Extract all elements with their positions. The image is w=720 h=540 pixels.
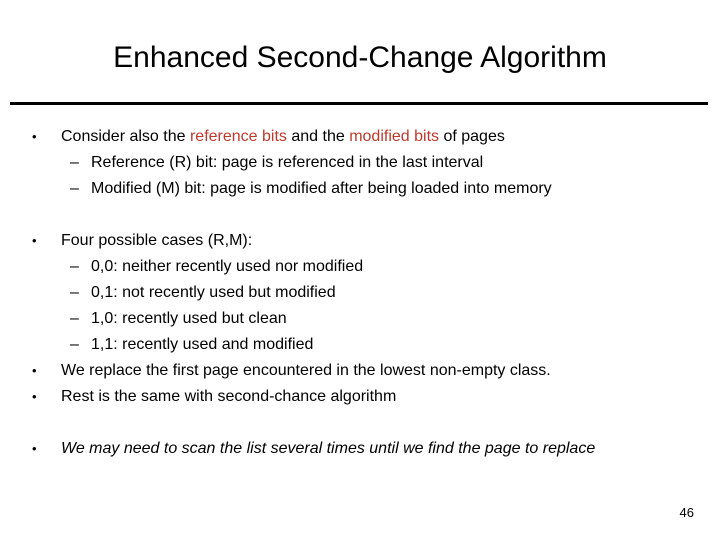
bullet-line-four-cases — [0, 228, 720, 254]
bullet-icon: • — [32, 389, 37, 404]
bullet-text: We replace the first page encountered in the lowest non-empty class. — [61, 362, 551, 379]
case-text: 1,0: recently used but clean — [91, 310, 287, 327]
bullet-line-scan-note — [0, 436, 720, 462]
sub-bullet-reference-bit — [0, 150, 720, 176]
bullet-text-italic: We may need to scan the list several times until we find the page to replace — [61, 440, 596, 457]
bullet-icon: • — [32, 441, 37, 456]
case-item — [0, 332, 720, 358]
bullet-icon: • — [32, 129, 37, 144]
title-divider — [10, 102, 708, 105]
sub-bullet-text: Reference (R) bit: page is referenced in the last interval — [91, 154, 484, 171]
dash-icon: – — [70, 258, 79, 275]
dash-icon: – — [70, 336, 79, 353]
dash-icon: – — [70, 154, 79, 171]
case-item — [0, 254, 720, 280]
case-item — [0, 280, 720, 306]
page-number: 46 — [679, 505, 694, 520]
bullet-text: Consider also the reference bits and the modified bits of pages — [61, 128, 505, 145]
bullet-icon: • — [32, 363, 37, 378]
dash-icon: – — [70, 180, 79, 197]
bullet-icon: • — [32, 233, 37, 248]
bullet-line-rest — [0, 384, 720, 410]
bullet-text: Four possible cases (R,M): — [61, 232, 253, 249]
case-text: 0,0: neither recently used nor modified — [91, 258, 364, 275]
bullet-line-reference-modified — [0, 124, 720, 150]
bullet-line-replace — [0, 358, 720, 384]
bullet-text: Rest is the same with second-chance algorithm — [61, 388, 397, 405]
case-item — [0, 306, 720, 332]
case-text: 0,1: not recently used but modified — [91, 284, 336, 301]
case-text: 1,1: recently used and modified — [91, 336, 314, 353]
sub-bullet-text: Modified (M) bit: page is modified after being loaded into memory — [91, 180, 552, 197]
dash-icon: – — [70, 284, 79, 301]
dash-icon: – — [70, 310, 79, 327]
modified-bits-highlight: modified bits — [349, 128, 440, 145]
slide-title: Enhanced Second-Change Algorithm — [113, 41, 607, 74]
sub-bullet-modified-bit — [0, 176, 720, 202]
reference-bits-highlight: reference bits — [189, 128, 287, 145]
